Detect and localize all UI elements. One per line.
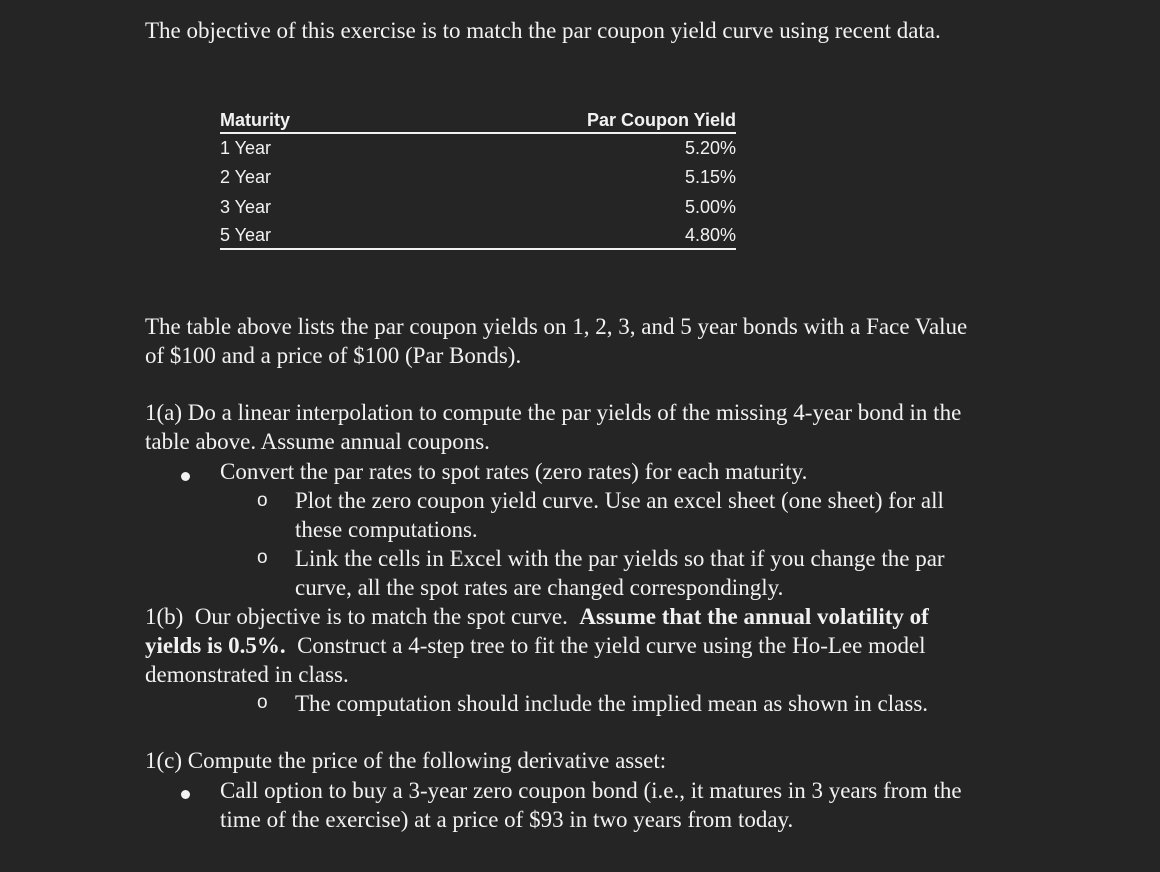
- table-header: [220, 108, 736, 134]
- hollow-bullet-icon: o: [257, 692, 268, 713]
- hollow-bullet-icon: o: [257, 490, 268, 511]
- question-1a: [145, 398, 1055, 456]
- header-par-coupon-yield: Par Coupon Yield: [586, 110, 736, 130]
- text-line: Link the cells in Excel with the par yields so that if you change the par: [295, 546, 945, 571]
- text-line: of $100 and a price of $100 (Par Bonds).: [145, 343, 522, 368]
- table-body: [220, 134, 736, 250]
- text-line: 1(a) Do a linear interpolation to compute the par yields of the missing 4-year bond in the: [145, 400, 962, 425]
- text-line: table above. Assume annual coupons.: [145, 429, 490, 454]
- cell-yield: 4.80%: [684, 225, 736, 245]
- text-span: 1(b) Our objective is to match the spot curve.: [145, 604, 580, 629]
- table-row: [220, 162, 736, 192]
- cell-maturity: 1 Year: [220, 138, 272, 158]
- bullet-dot-icon: [181, 790, 190, 799]
- question-1b-line: [145, 602, 929, 631]
- table-row: [220, 134, 736, 162]
- table-row: [220, 192, 736, 222]
- text-line: these computations.: [295, 517, 478, 542]
- cell-yield: 5.15%: [684, 167, 736, 187]
- text-line: curve, all the spot rates are changed correspondingly.: [295, 575, 784, 600]
- text-line: Call option to buy a 3-year zero coupon bond (i.e., it matures in 3 years from the: [220, 778, 962, 803]
- header-maturity: Maturity: [220, 110, 291, 130]
- question-1b-line: [145, 631, 926, 660]
- cell-maturity: 2 Year: [220, 167, 272, 187]
- bold-text: Assume that the annual volatility of: [579, 604, 929, 629]
- table-description: [145, 312, 1055, 370]
- text-line: The computation should include the implied mean as shown in class.: [295, 691, 929, 716]
- cell-maturity: 3 Year: [220, 197, 272, 217]
- text-line: demonstrated in class.: [145, 662, 349, 687]
- cell-yield: 5.20%: [684, 138, 736, 158]
- text-line: Plot the zero coupon yield curve. Use an excel sheet (one sheet) for all: [295, 488, 944, 513]
- text-line: time of the exercise) at a price of $93 in two years from today.: [220, 807, 794, 832]
- par-yield-table: [220, 108, 736, 250]
- text-span: Construct a 4-step tree to fit the yield curve using the Ho-Lee model: [285, 633, 926, 658]
- table-row: [220, 222, 736, 248]
- hollow-bullet-icon: o: [257, 547, 268, 568]
- bold-text: yields is 0.5%.: [145, 633, 286, 658]
- intro-text: The objective of this exercise is to match the par coupon yield curve using recent data.: [145, 18, 941, 43]
- text-line: The table above lists the par coupon yields on 1, 2, 3, and 5 year bonds with a Face Value: [145, 314, 968, 339]
- text-line: Convert the par rates to spot rates (zero rates) for each maturity.: [220, 459, 808, 484]
- question-1c-line: 1(c) Compute the price of the following derivative asset:: [145, 748, 667, 773]
- cell-yield: 5.00%: [684, 197, 736, 217]
- cell-maturity: 5 Year: [220, 225, 272, 245]
- bullet-dot-icon: [181, 472, 190, 481]
